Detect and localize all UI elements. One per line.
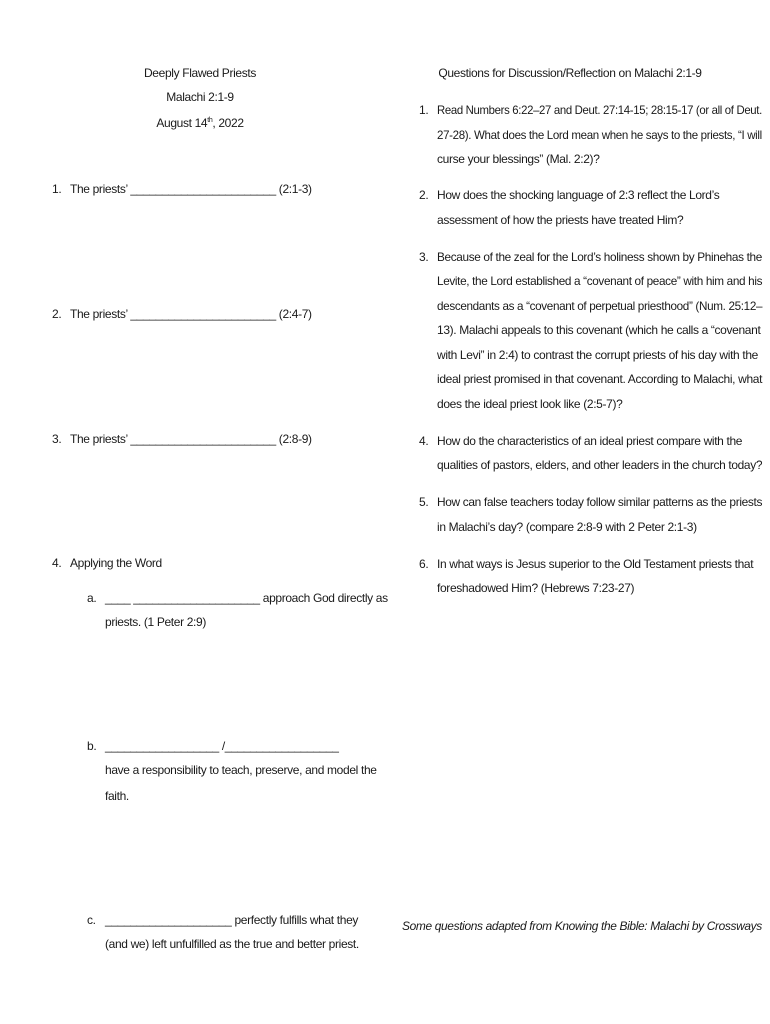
question-line: assessment of how the priests have treated Him? — [437, 213, 684, 227]
questions-title: Questions for Discussion/Reflection on Malachi 2:1-9 — [438, 66, 702, 80]
sub-item-line: priests. (1 Peter 2:9) — [105, 615, 207, 629]
question-number: 4. — [419, 434, 429, 448]
sub-item-line: ____________________ perfectly fulfills what they — [105, 913, 359, 927]
question-number: 1. — [419, 103, 429, 117]
outline-text: The priests’ _______________________ (2:1-3) — [70, 182, 312, 196]
sub-item-letter: c. — [87, 913, 96, 927]
question-number: 2. — [419, 188, 429, 202]
question-number: 6. — [419, 557, 429, 571]
question-line: Levite, the Lord established a “covenant of peace” with him and his — [437, 274, 763, 288]
sub-item-letter: b. — [87, 739, 97, 753]
question-number: 3. — [419, 250, 429, 264]
question-line: How can false teachers today follow similar patterns as the priests — [437, 495, 763, 509]
question-line: in Malachi’s day? (compare 2:8-9 with 2 Peter 2:1-3) — [437, 520, 697, 534]
sub-item-line: (and we) left unfulfilled as the true and better priest. — [105, 937, 359, 951]
sub-item-line: ____ ____________________ approach God directly as — [105, 591, 388, 605]
question-line: ideal priest promised in that covenant. According to Malachi, what — [437, 372, 763, 386]
question-line: 13). Malachi appeals to this covenant (which he calls a “covenant — [437, 323, 761, 337]
question-line: Read Numbers 6:22–27 and Deut. 27:14-15; 28:15-17 (or all of Deut. — [437, 103, 762, 117]
outline-number: 4. — [52, 556, 62, 570]
question-line: 27-28). What does the Lord mean when he says to the priests, “I will — [437, 128, 762, 142]
sermon-reference: Malachi 2:1-9 — [166, 90, 234, 104]
sermon-date: August 14th, 2022 — [156, 116, 244, 130]
outline-text: The priests’ _______________________ (2:8-9) — [70, 432, 312, 446]
sub-item-letter: a. — [87, 591, 97, 605]
question-line: How does the shocking language of 2:3 reflect the Lord’s — [437, 188, 720, 202]
question-line: does the ideal priest look like (2:5-7)? — [437, 397, 623, 411]
outline-text: The priests’ _______________________ (2:4-7) — [70, 307, 312, 321]
question-line: Because of the zeal for the Lord’s holiness shown by Phinehas the — [437, 250, 762, 264]
question-line: with Levi” in 2:4) to contrast the corrupt priests of his day with the — [437, 348, 758, 362]
question-line: qualities of pastors, elders, and other leaders in the church today? — [437, 458, 763, 472]
source-note: Some questions adapted from Knowing the Bible: Malachi by Crossways — [402, 919, 762, 933]
question-line: descendants as a “covenant of perpetual priesthood” (Num. 25:12– — [437, 299, 763, 313]
sermon-title: Deeply Flawed Priests — [143, 66, 257, 80]
sub-item-line: faith. — [105, 789, 129, 803]
outline-number: 3. — [52, 432, 62, 446]
question-line: foreshadowed Him? (Hebrews 7:23-27) — [437, 581, 635, 595]
outline-number: 1. — [52, 182, 62, 196]
sub-item-line: have a responsibility to teach, preserve, and model the — [105, 763, 377, 777]
outline-text: Applying the Word — [70, 556, 162, 570]
question-line: How do the characteristics of an ideal priest compare with the — [437, 434, 743, 448]
question-line: curse your blessings” (Mal. 2:2)? — [437, 152, 600, 166]
sub-item-line: __________________ /__________________ — [105, 739, 339, 753]
question-line: In what ways is Jesus superior to the Old Testament priests that — [437, 557, 754, 571]
question-number: 5. — [419, 495, 429, 509]
outline-number: 2. — [52, 307, 62, 321]
